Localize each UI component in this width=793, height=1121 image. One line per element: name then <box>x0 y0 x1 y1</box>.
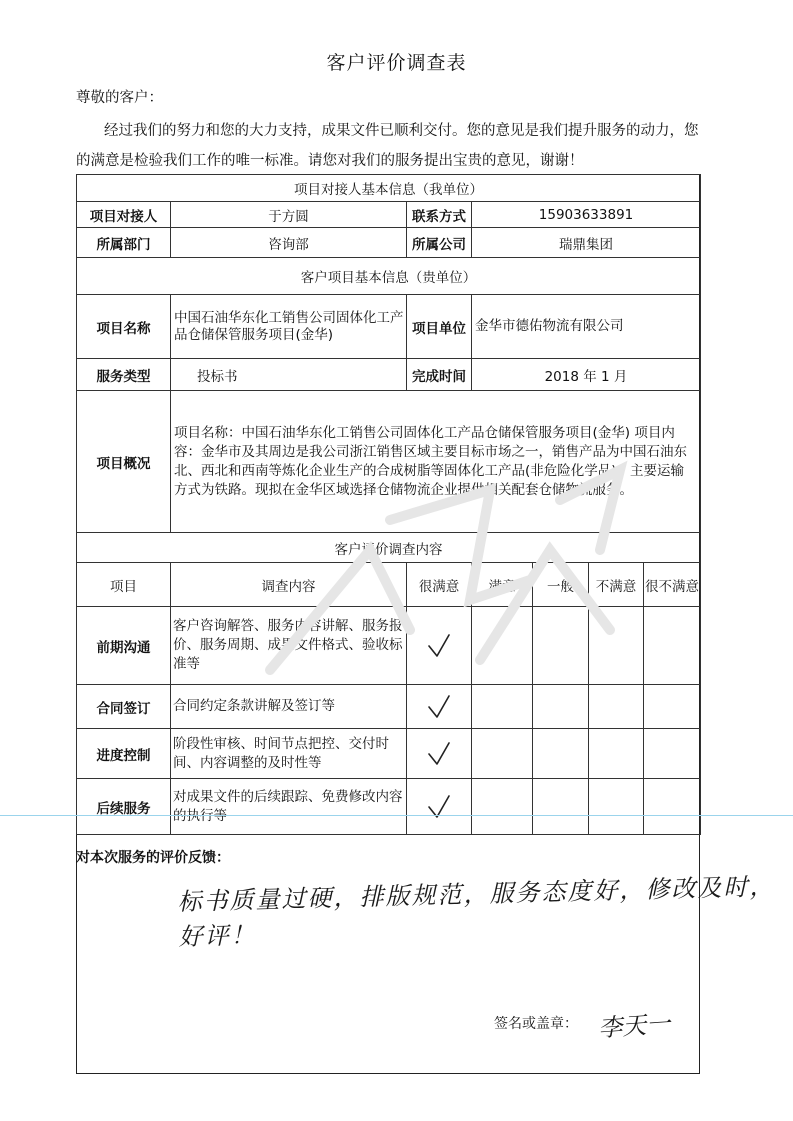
overview-value: 项目名称：中国石油华东化工销售公司固体化工产品仓储保管服务项目(金华) 项目内容：金华市及其周边是我公司浙江销售区域主要目标市场之一，销售产品为中国石油东北、西北和西南等炼化企业生产的合成树脂等固体化工产品(非危险化学品)，主要运输方式为铁路。现拟在金华区域选择仓储物流企业提供相关配套仓储物流服务。 <box>171 391 701 533</box>
very-dissatisfied-cell[interactable] <box>644 779 701 835</box>
service-type-label: 服务类型 <box>77 359 171 391</box>
very-dissatisfied-cell[interactable] <box>644 729 701 779</box>
row-category: 前期沟通 <box>77 607 171 685</box>
row-category: 合同签订 <box>77 685 171 729</box>
satisfied-cell[interactable] <box>472 729 533 779</box>
header-very-satisfied: 很满意 <box>407 563 472 607</box>
header-very-dissatisfied: 很不满意 <box>644 563 701 607</box>
satisfied-cell[interactable] <box>472 607 533 685</box>
survey-section-title: 客户评价调查内容 <box>77 533 701 563</box>
client-section-title: 客户项目基本信息（贵单位） <box>77 258 701 295</box>
dissatisfied-cell[interactable] <box>589 779 644 835</box>
header-content: 调查内容 <box>171 563 407 607</box>
very-dissatisfied-cell[interactable] <box>644 685 701 729</box>
table-row <box>77 729 701 779</box>
satisfied-cell[interactable] <box>472 779 533 835</box>
row-content: 对成果文件的后续跟踪、免费修改内容的执行等 <box>171 779 407 835</box>
dissatisfied-cell[interactable] <box>589 729 644 779</box>
project-unit-value: 金华市德佑物流有限公司 <box>472 295 701 359</box>
contact-section-title: 项目对接人基本信息（我单位） <box>77 175 701 202</box>
phone-label: 联系方式 <box>407 202 472 228</box>
check-mark-icon <box>427 699 451 715</box>
project-name-value: 中国石油华东化工销售公司固体化工产品仓储保管服务项目(金华) <box>171 295 407 359</box>
project-unit-label: 项目单位 <box>407 295 472 359</box>
scan-guide-line <box>0 815 793 816</box>
check-mark-icon <box>427 799 451 815</box>
very-satisfied-cell[interactable] <box>407 779 472 835</box>
overview-label: 项目概况 <box>77 391 171 533</box>
table-row <box>77 779 701 835</box>
survey-form-table <box>76 174 701 835</box>
company-value: 瑞鼎集团 <box>472 228 701 258</box>
contact-label: 项目对接人 <box>77 202 171 228</box>
satisfied-cell[interactable] <box>472 685 533 729</box>
phone-value: 15903633891 <box>472 202 701 228</box>
greeting: 尊敬的客户： <box>76 90 163 106</box>
header-dissatisfied: 不满意 <box>589 563 644 607</box>
average-cell[interactable] <box>533 729 589 779</box>
contact-value: 于方圆 <box>171 202 407 228</box>
project-name-label: 项目名称 <box>77 295 171 359</box>
finish-time-label: 完成时间 <box>407 359 472 391</box>
very-dissatisfied-cell[interactable] <box>644 607 701 685</box>
dissatisfied-cell[interactable] <box>589 607 644 685</box>
dept-value: 咨询部 <box>171 228 407 258</box>
dissatisfied-cell[interactable] <box>589 685 644 729</box>
signature-handwriting: 李天一 <box>597 1009 672 1043</box>
row-content: 合同约定条款讲解及签订等 <box>171 685 407 729</box>
row-content: 客户咨询解答、服务内容讲解、服务报价、服务周期、成果文件格式、验收标准等 <box>171 607 407 685</box>
signature-label: 签名或盖章： <box>494 1016 578 1032</box>
table-row <box>77 685 701 729</box>
page-title: 客户评价调查表 <box>326 52 467 74</box>
check-mark-icon <box>427 638 451 654</box>
average-cell[interactable] <box>533 685 589 729</box>
company-label: 所属公司 <box>407 228 472 258</box>
row-category: 后续服务 <box>77 779 171 835</box>
feedback-handwriting: 标书质量过硬，排版规范，服务态度好，修改及时，好评！ <box>177 872 776 951</box>
very-satisfied-cell[interactable] <box>407 685 472 729</box>
table-row <box>77 607 701 685</box>
finish-time-value: 2018 年 1 月 <box>472 359 701 391</box>
dept-label: 所属部门 <box>77 228 171 258</box>
check-mark-icon <box>427 746 451 762</box>
row-content: 阶段性审核、时间节点把控、交付时间、内容调整的及时性等 <box>171 729 407 779</box>
average-cell[interactable] <box>533 779 589 835</box>
average-cell[interactable] <box>533 607 589 685</box>
row-category: 进度控制 <box>77 729 171 779</box>
service-type-value: 投标书 <box>171 359 407 391</box>
header-satisfied: 满意 <box>472 563 533 607</box>
intro-paragraph: 经过我们的努力和您的大力支持，成果文件已顺利交付。您的意见是我们提升服务的动力，您的满意是检验我们工作的唯一标准。请您对我们的服务提出宝贵的意见，谢谢！ <box>76 123 699 169</box>
header-item: 项目 <box>77 563 171 607</box>
feedback-label: 对本次服务的评价反馈： <box>76 850 230 866</box>
very-satisfied-cell[interactable] <box>407 607 472 685</box>
header-average: 一般 <box>533 563 589 607</box>
very-satisfied-cell[interactable] <box>407 729 472 779</box>
